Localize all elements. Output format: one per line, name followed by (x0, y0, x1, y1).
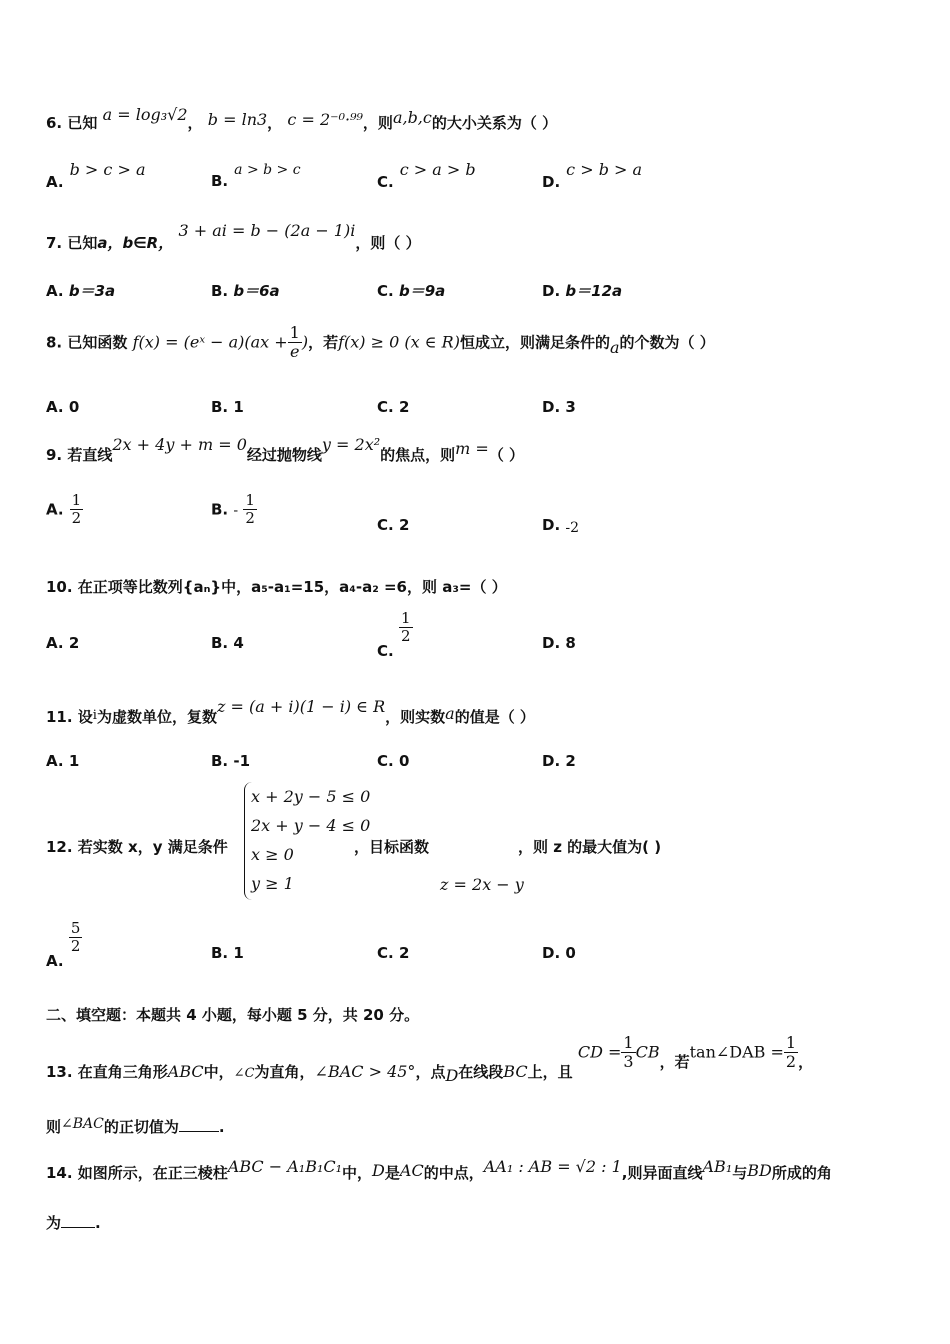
q6-ask-prefix: ，则 (362, 114, 393, 132)
q8-ask-1: 恒成立，则满足条件的 (459, 333, 610, 352)
q12-constraint-2: 2x + y − 4 ≤ 0 (251, 816, 371, 835)
q6-option-c[interactable]: C.c > a > b (377, 160, 476, 191)
q7-option-d[interactable]: D. b＝12a (542, 282, 623, 300)
q7-equation: 3 + ai = b − (2a − 1)i (178, 221, 356, 240)
q9-ask-1: 的焦点，则 (380, 446, 456, 464)
q7-condition: a，b∈R， (97, 234, 174, 252)
q14-answer-blank[interactable] (61, 1227, 95, 1228)
q7-option-b[interactable]: B. b＝6a (211, 282, 280, 300)
q12-mid: ，目标函数 (354, 838, 430, 856)
question-11 (46, 697, 535, 727)
question-8: 8. 已知函数 f(x) = (eˣ − a)(ax + $\frac{1}{e}$ )，若f(x) ≥ 0 (x ∈ R)恒成立，则满足条件的a的个数为（ ） (46, 323, 715, 362)
q6-option-d[interactable]: D.c > b > a (542, 160, 643, 191)
q6-option-a[interactable]: A.b > c > a (46, 160, 146, 191)
q9-ask-2: （ ） (488, 446, 525, 464)
q12-target-function: z = 2x − y (440, 875, 524, 894)
q8-function: f(x) = (eˣ − a)(ax + (132, 332, 288, 352)
q12-option-d[interactable]: D. 0 (542, 944, 576, 962)
q9-option-c[interactable]: C. 2 (377, 516, 410, 534)
q13-angle-c: ∠C (233, 1066, 255, 1082)
q12-constraint-system (244, 782, 370, 900)
q7-number: 7. 已知 (46, 234, 98, 252)
q9-line: 2x + 4y + m = 0 (112, 435, 247, 454)
q14-ab1: AB₁ (702, 1157, 733, 1176)
q9-option-a[interactable]: A. $\frac{1}{2}$ (46, 491, 82, 528)
q8-option-b[interactable]: B. 1 (211, 398, 244, 416)
q14-segment-ac: AC (399, 1161, 424, 1180)
q7-option-a[interactable]: A. b＝3a (46, 282, 116, 300)
question-6 (46, 105, 558, 133)
question-9 (46, 435, 525, 465)
q8-fraction: $\frac{1}{e}$ (289, 323, 300, 362)
q11-ask-2: 的值是（ ） (454, 708, 535, 726)
question-13-line-2: 则∠BAC的正切值为 . (46, 1116, 225, 1136)
question-14: 14. 如图所示，在正三棱柱ABC − A₁B₁C₁中，D是AC的中点，AA₁ : AB = √2 : 1,则异面直线AB₁与BD所成的角 (46, 1157, 832, 1182)
section-2-heading: 二、填空题：本题共 4 小题，每小题 5 分，共 20 分。 (46, 1006, 420, 1024)
q9-option-d[interactable]: D. -2 (542, 516, 580, 536)
q6-sep-1: ， (187, 114, 203, 132)
q13-angle-bac: ∠BAC > 45° (314, 1062, 416, 1082)
q11-option-c[interactable]: C. 0 (377, 752, 410, 770)
q6-option-b[interactable]: B.a > b > c (211, 162, 301, 190)
q6-number: 6. 已知 (46, 114, 98, 132)
q13-segment-bc: BC (503, 1062, 528, 1082)
question-13: 13. 在直角三角形ABC中，∠C为直角，∠BAC > 45°，点D在线段BC上，且 CD = $\frac{1}{3}$ CB，若tan∠DAB = $\frac{1}{2}$ ， (46, 1033, 814, 1086)
q12-constraint-1: x + 2y − 5 ≤ 0 (251, 787, 371, 806)
q11-expr: z = (a + i)(1 − i) ∈ R (216, 697, 386, 716)
q11-option-b[interactable]: B. -1 (211, 752, 251, 770)
q6-b-expr: b = ln3 (207, 110, 268, 129)
q12-option-b[interactable]: B. 1 (211, 944, 244, 962)
q7-option-c[interactable]: C. b＝9a (377, 282, 446, 300)
q9-option-b[interactable]: B. - $\frac{1}{2}$ (211, 491, 255, 528)
question-12-prefix: 12. 若实数 x，y 满足条件 (46, 838, 228, 856)
q8-number: 8. 已知函数 (46, 333, 128, 352)
q14-prism: ABC − A₁B₁C₁ (227, 1157, 343, 1176)
q8-mid: ，若 (308, 333, 339, 352)
q8-option-c[interactable]: C. 2 (377, 398, 410, 416)
q11-i: i (92, 708, 97, 723)
q13-number: 13. 在直角三角形 (46, 1063, 168, 1082)
q10-option-a[interactable]: A. 2 (46, 634, 80, 652)
q11-number: 11. 设 (46, 708, 93, 726)
q14-number: 14. 如图所示，在正三棱柱 (46, 1164, 228, 1182)
q6-ask: 的大小关系为（ ） (431, 114, 558, 132)
q9-parabola: y = 2x² (321, 435, 381, 454)
q9-mid: 经过抛物线 (246, 446, 322, 464)
q8-option-d[interactable]: D. 3 (542, 398, 576, 416)
q11-mid: 为虚数单位，复数 (96, 708, 217, 726)
q13-cd-left: CD = (577, 1042, 622, 1062)
q11-option-a[interactable]: A. 1 (46, 752, 80, 770)
q6-vars: a,b,c (392, 108, 432, 127)
q11-ask-1: ，则实数 (385, 708, 446, 726)
q12-option-a[interactable]: A. $\frac{5}{2}$ (46, 919, 81, 971)
q6-sep-2: ， (267, 114, 283, 132)
q13-point-d: D (445, 1066, 459, 1086)
q13-answer-blank[interactable] (179, 1131, 219, 1132)
q10-option-b[interactable]: B. 4 (211, 634, 244, 652)
question-10: 10. 在正项等比数列{aₙ}中，a₅-a₁=15，a₄-a₂ =6，则 a₃=（ ） (46, 578, 507, 596)
q8-option-a[interactable]: A. 0 (46, 398, 80, 416)
q14-bd: BD (747, 1161, 772, 1180)
q8-condition: f(x) ≥ 0 (x ∈ R) (338, 332, 460, 352)
q8-var: a (609, 338, 620, 358)
q11-var: a (445, 704, 455, 723)
q9-var: m = (455, 439, 489, 458)
q13-tan: tan∠DAB = (689, 1042, 784, 1062)
q6-a-expr: a = log₃√2 (102, 105, 188, 124)
q8-ask-2: 的个数为（ ） (619, 333, 715, 352)
q13-angle-bac-2: ∠BAC (61, 1116, 104, 1132)
q10-option-c[interactable]: C. $\frac{1}{2}$ (377, 609, 411, 661)
q11-option-d[interactable]: D. 2 (542, 752, 576, 770)
q13-cd-right: CB (635, 1042, 660, 1062)
question-14-line-2: 为 . (46, 1214, 101, 1232)
q12-constraint-4: y ≥ 1 (251, 874, 294, 893)
q13-triangle: ABC (167, 1062, 204, 1082)
q10-option-d[interactable]: D. 8 (542, 634, 576, 652)
q14-point-d: D (372, 1161, 385, 1180)
question-7 (46, 221, 421, 253)
q12-constraint-3: x ≥ 0 (251, 845, 294, 864)
q12-ask: ，则 z 的最大值为( ) (518, 838, 662, 856)
q14-ratio: AA₁ : AB = √2 : 1 (483, 1157, 622, 1176)
q6-c-expr: c = 2⁻⁰·⁹⁹ (287, 110, 363, 129)
q12-option-c[interactable]: C. 2 (377, 944, 410, 962)
q9-number: 9. 若直线 (46, 446, 113, 464)
q7-ask: ，则（ ） (355, 234, 421, 252)
